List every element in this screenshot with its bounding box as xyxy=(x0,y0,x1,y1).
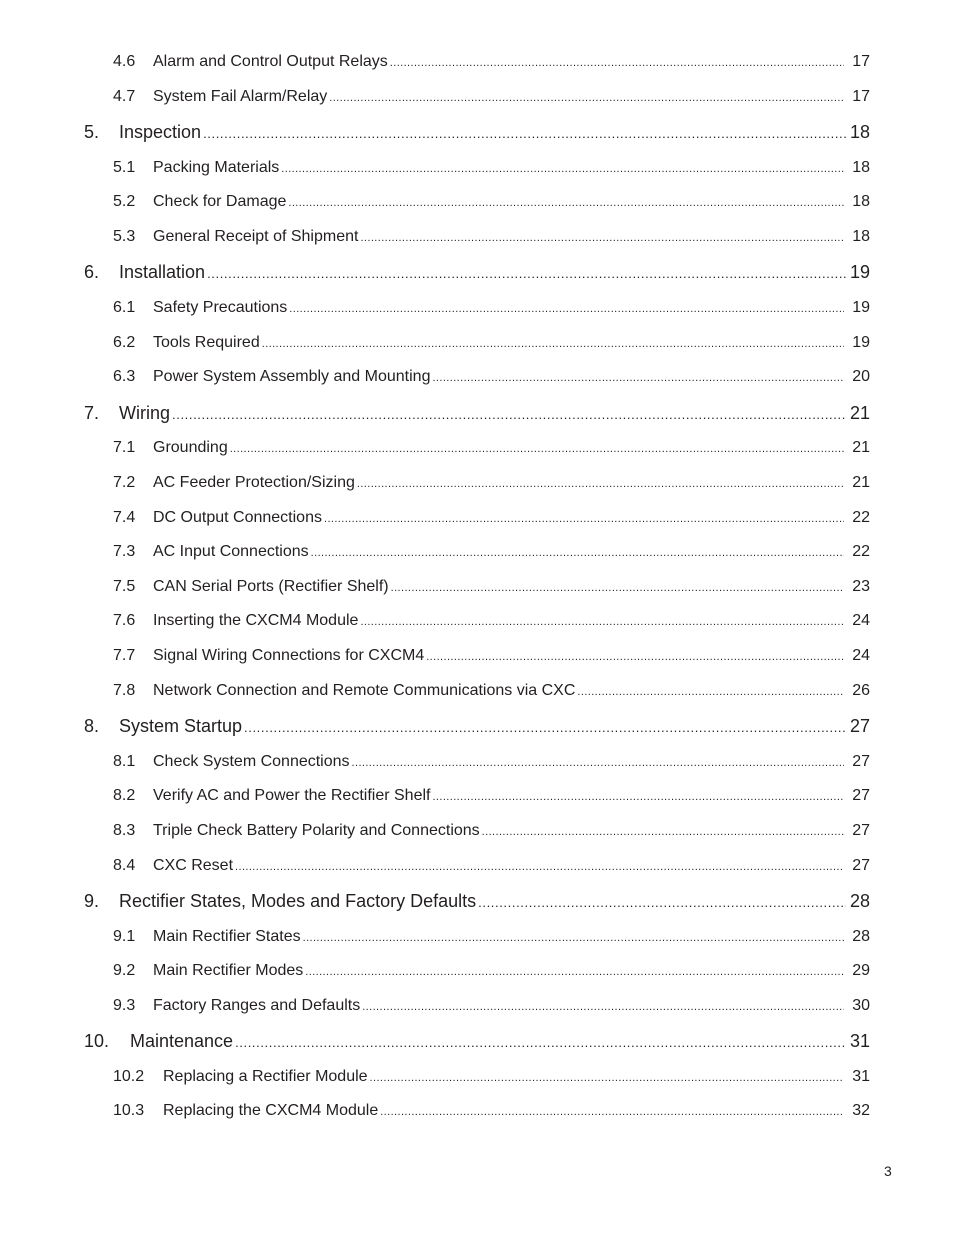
toc-entry-10-3[interactable] xyxy=(113,1100,870,1122)
toc-entry-page: 28 xyxy=(852,928,870,945)
toc-entry-6-3[interactable] xyxy=(113,366,870,388)
toc-entry-page: 27 xyxy=(852,822,870,839)
toc-entry-7-2[interactable] xyxy=(113,472,870,494)
toc-entry-page: 27 xyxy=(852,857,870,874)
toc-entry-title: Inserting the CXCM4 Module xyxy=(153,612,359,629)
toc-entry-number: 4.6 xyxy=(113,53,136,70)
toc-entry-number: 6.1 xyxy=(113,299,136,316)
toc-entry-page: 24 xyxy=(852,647,870,664)
toc-entry-7-5[interactable] xyxy=(113,576,870,598)
toc-entry-number: 5.3 xyxy=(113,228,136,245)
toc-entry-10-2[interactable] xyxy=(113,1066,870,1088)
toc-entry-title: Tools Required xyxy=(153,334,260,351)
toc-entry-6-1[interactable] xyxy=(113,297,870,319)
dot-leader xyxy=(370,1067,844,1088)
toc-entry-number: 9.3 xyxy=(113,997,136,1014)
dot-leader xyxy=(235,1031,846,1053)
toc-entry-number: 4.7 xyxy=(113,88,136,105)
toc-entry-number: 9.2 xyxy=(113,962,136,979)
toc-section-title: Rectifier States, Modes and Factory Defaults xyxy=(119,891,477,911)
toc-entry-8-4[interactable] xyxy=(113,855,870,877)
toc-section-8[interactable] xyxy=(84,714,870,738)
toc-entry-page: 22 xyxy=(852,543,870,560)
toc-entry-number: 7.2 xyxy=(113,474,136,491)
toc-entry-title: CXC Reset xyxy=(153,857,234,874)
dot-leader xyxy=(230,438,844,459)
toc-entry-7-6[interactable] xyxy=(113,610,870,632)
toc-entry-6-2[interactable] xyxy=(113,332,870,354)
toc-entry-number: 6.3 xyxy=(113,368,136,385)
toc-entry-page: 31 xyxy=(852,1068,870,1085)
toc-section-number: 10. xyxy=(84,1031,110,1051)
toc-section-number: 8. xyxy=(84,716,100,736)
toc-entry-page: 19 xyxy=(852,299,870,316)
toc-entry-number: 7.5 xyxy=(113,578,136,595)
toc-entry-page: 17 xyxy=(852,53,870,70)
toc-section-title: Wiring xyxy=(119,403,171,423)
toc-entry-page: 19 xyxy=(852,334,870,351)
toc-section-number: 9. xyxy=(84,891,100,911)
toc-entry-5-3[interactable] xyxy=(113,226,870,248)
toc-entry-title: Network Connection and Remote Communications via CXC xyxy=(153,682,576,699)
toc-section-page: 28 xyxy=(849,891,870,911)
toc-entry-4-7[interactable] xyxy=(113,86,870,108)
toc-section-title: System Startup xyxy=(119,716,243,736)
dot-leader xyxy=(362,996,844,1017)
toc-entry-title: Safety Precautions xyxy=(153,299,288,316)
dot-leader xyxy=(357,473,844,494)
toc-entry-7-1[interactable] xyxy=(113,437,870,459)
toc-entry-title: Grounding xyxy=(153,439,228,456)
dot-leader xyxy=(426,646,844,667)
toc-entry-page: 27 xyxy=(852,787,870,804)
toc-entry-number: 6.2 xyxy=(113,334,136,351)
dot-leader xyxy=(482,821,844,842)
dot-leader xyxy=(360,611,844,632)
dot-leader xyxy=(207,262,846,284)
toc-entry-number: 5.1 xyxy=(113,159,136,176)
toc-entry-8-1[interactable] xyxy=(113,751,870,773)
toc-entry-title: AC Input Connections xyxy=(153,543,309,560)
toc-entry-page: 23 xyxy=(852,578,870,595)
dot-leader xyxy=(281,158,844,179)
toc-entry-9-2[interactable] xyxy=(113,960,870,982)
dot-leader xyxy=(352,752,844,773)
dot-leader xyxy=(329,87,844,108)
dot-leader xyxy=(577,681,844,702)
toc-entry-number: 7.1 xyxy=(113,439,136,456)
toc-entry-number: 10.2 xyxy=(113,1068,145,1085)
toc-entry-page: 24 xyxy=(852,612,870,629)
toc-section-number: 7. xyxy=(84,403,100,423)
toc-entry-title: Verify AC and Power the Rectifier Shelf xyxy=(153,787,431,804)
toc-entry-title: CAN Serial Ports (Rectifier Shelf) xyxy=(153,578,389,595)
dot-leader xyxy=(360,227,844,248)
toc-section-number: 5. xyxy=(84,122,100,142)
toc-entry-title: Alarm and Control Output Relays xyxy=(153,53,388,70)
toc-entry-7-8[interactable] xyxy=(113,680,870,702)
toc-entry-title: Signal Wiring Connections for CXCM4 xyxy=(153,647,425,664)
dot-leader xyxy=(391,577,844,598)
page-number: 3 xyxy=(884,1163,892,1179)
toc-entry-page: 20 xyxy=(852,368,870,385)
dot-leader xyxy=(203,122,846,144)
toc-entry-title: Main Rectifier Modes xyxy=(153,962,304,979)
toc-entry-8-2[interactable] xyxy=(113,785,870,807)
toc-section-title: Inspection xyxy=(119,122,202,142)
dot-leader xyxy=(172,403,846,425)
toc-entry-title: Triple Check Battery Polarity and Connections xyxy=(153,822,480,839)
toc-entry-9-3[interactable] xyxy=(113,995,870,1017)
toc-entry-8-3[interactable] xyxy=(113,820,870,842)
toc-section-page: 19 xyxy=(849,262,870,282)
toc-entry-5-2[interactable] xyxy=(113,191,870,213)
dot-leader xyxy=(380,1101,844,1122)
dot-leader xyxy=(235,856,844,877)
toc-entry-page: 22 xyxy=(852,509,870,526)
toc-entry-number: 7.7 xyxy=(113,647,136,664)
dot-leader xyxy=(303,927,844,948)
toc-entry-page: 32 xyxy=(852,1102,870,1119)
toc-entry-7-3[interactable] xyxy=(113,541,870,563)
toc-entry-title: Main Rectifier States xyxy=(153,928,301,945)
toc-section-5[interactable] xyxy=(84,120,870,144)
toc-entry-number: 7.6 xyxy=(113,612,136,629)
toc-entry-page: 18 xyxy=(852,228,870,245)
toc-entry-title: Power System Assembly and Mounting xyxy=(153,368,431,385)
toc-entry-page: 30 xyxy=(852,997,870,1014)
toc-section-10[interactable] xyxy=(84,1029,870,1053)
toc-entry-title: Packing Materials xyxy=(153,159,280,176)
toc-entry-page: 17 xyxy=(852,88,870,105)
toc-section-page: 27 xyxy=(849,716,870,736)
toc-entry-number: 8.3 xyxy=(113,822,136,839)
dot-leader xyxy=(324,508,844,529)
dot-leader xyxy=(432,786,844,807)
toc-entry-5-1[interactable] xyxy=(113,157,870,179)
toc-entry-9-1[interactable] xyxy=(113,926,870,948)
toc-entry-title: Check System Connections xyxy=(153,753,350,770)
toc-entry-number: 9.1 xyxy=(113,928,136,945)
toc-entry-page: 29 xyxy=(852,962,870,979)
dot-leader xyxy=(262,333,844,354)
toc-section-6[interactable] xyxy=(84,260,870,284)
dot-leader xyxy=(478,891,846,913)
toc-entry-number: 8.4 xyxy=(113,857,136,874)
dot-leader xyxy=(432,367,844,388)
toc-entry-title: Replacing the CXCM4 Module xyxy=(163,1102,379,1119)
toc-entry-page: 18 xyxy=(852,159,870,176)
toc-entry-7-7[interactable] xyxy=(113,645,870,667)
dot-leader xyxy=(289,298,844,319)
toc-section-9[interactable] xyxy=(84,889,870,913)
toc-section-title: Maintenance xyxy=(130,1031,234,1051)
toc-section-page: 18 xyxy=(849,122,870,142)
dot-leader xyxy=(390,52,844,73)
toc-entry-7-4[interactable] xyxy=(113,507,870,529)
toc-section-page: 21 xyxy=(849,403,870,423)
toc-entry-page: 27 xyxy=(852,753,870,770)
toc-entry-number: 8.2 xyxy=(113,787,136,804)
dot-leader xyxy=(244,716,846,738)
toc-entry-page: 21 xyxy=(852,474,870,491)
toc-entry-number: 7.3 xyxy=(113,543,136,560)
toc-entry-page: 21 xyxy=(852,439,870,456)
toc-entry-number: 10.3 xyxy=(113,1102,145,1119)
toc-entry-title: Factory Ranges and Defaults xyxy=(153,997,361,1014)
toc-entry-title: General Receipt of Shipment xyxy=(153,228,359,245)
toc-entry-page: 18 xyxy=(852,193,870,210)
toc-entry-number: 5.2 xyxy=(113,193,136,210)
toc-entry-number: 8.1 xyxy=(113,753,136,770)
toc-entry-4-6[interactable] xyxy=(113,51,870,73)
toc-section-number: 6. xyxy=(84,262,100,282)
toc-section-page: 31 xyxy=(849,1031,870,1051)
toc-entry-title: System Fail Alarm/Relay xyxy=(153,88,328,105)
toc-entry-number: 7.8 xyxy=(113,682,136,699)
toc-section-7[interactable] xyxy=(84,401,870,425)
toc-section-title: Installation xyxy=(119,262,206,282)
dot-leader xyxy=(311,542,844,563)
toc-entry-number: 7.4 xyxy=(113,509,136,526)
toc-entry-title: AC Feeder Protection/Sizing xyxy=(153,474,355,491)
dot-leader xyxy=(305,961,844,982)
toc-entry-title: Check for Damage xyxy=(153,193,287,210)
toc-entry-page: 26 xyxy=(852,682,870,699)
toc-entry-title: Replacing a Rectifier Module xyxy=(163,1068,368,1085)
dot-leader xyxy=(288,192,844,213)
toc-entry-title: DC Output Connections xyxy=(153,509,322,526)
